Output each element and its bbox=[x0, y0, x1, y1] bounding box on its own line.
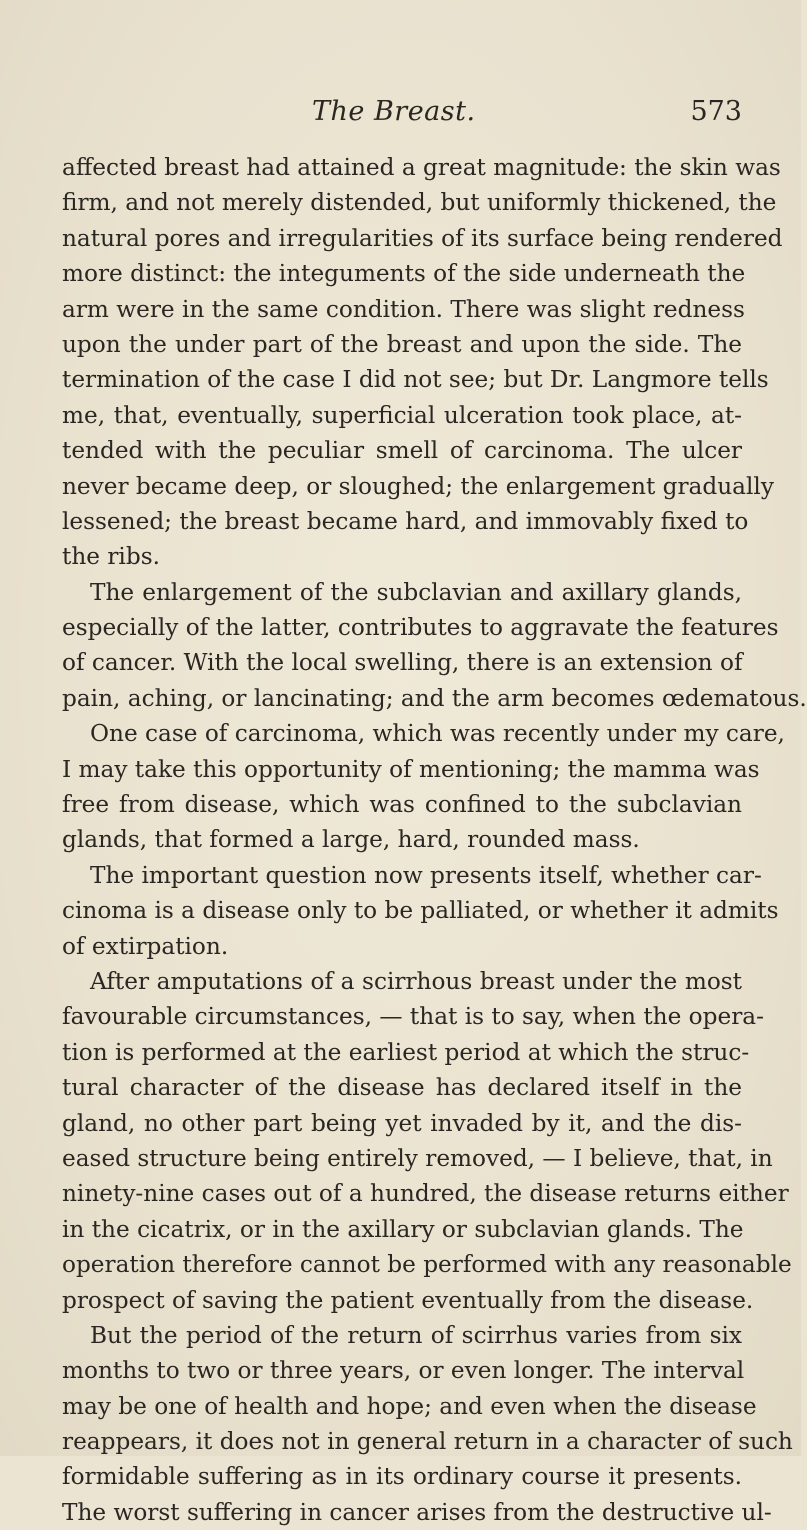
paragraph-start-line: The enlargement of the subclavian and axillary glands, bbox=[90, 578, 742, 606]
text-line: of extirpation. bbox=[62, 932, 229, 960]
text-line: natural pores and irregularities of its surface being rendered bbox=[62, 224, 783, 252]
text-line: pain, aching, or lancinating; and the arm becomes œdematous. bbox=[62, 684, 807, 712]
text-line: the ribs. bbox=[62, 543, 160, 571]
text-line: tion is performed at the earliest period at which the struc- bbox=[62, 1038, 750, 1066]
text-line: prospect of saving the patient eventually from the disease. bbox=[62, 1286, 754, 1314]
text-line: reappears, it does not in general return in a character of such bbox=[62, 1428, 793, 1456]
text-line: more distinct: the integuments of the side underneath the bbox=[62, 260, 746, 288]
text-line: free from disease, which was confined to the subclavian bbox=[62, 791, 742, 819]
text-line: me, that, eventually, superficial ulceration took place, at- bbox=[62, 401, 742, 429]
body-text bbox=[62, 150, 807, 1530]
text-line: eased structure being entirely removed, — I believe, that, in bbox=[62, 1144, 773, 1172]
text-line: tural character of the disease has declared itself in the bbox=[62, 1074, 742, 1102]
paragraph-start-line: After amputations of a scirrhous breast under the most bbox=[90, 967, 742, 995]
text-line: ninety-nine cases out of a hundred, the disease returns either bbox=[62, 1180, 789, 1208]
text-line: upon the under part of the breast and upon the side. The bbox=[62, 330, 742, 358]
paragraph-start-line: One case of carcinoma, which was recently under my care, bbox=[90, 720, 785, 748]
text-line: termination of the case I did not see; but Dr. Langmore tells bbox=[62, 366, 769, 394]
text-line: formidable suffering as in its ordinary course it presents. bbox=[62, 1463, 742, 1491]
text-line: in the cicatrix, or in the axillary or subclavian glands. The bbox=[62, 1215, 744, 1243]
text-line: favourable circumstances, — that is to say, when the opera- bbox=[62, 1003, 764, 1031]
text-line: months to two or three years, or even longer. The interval bbox=[62, 1357, 745, 1385]
page-number: 573 bbox=[690, 96, 742, 127]
text-line: firm, and not merely distended, but uniformly thickened, the bbox=[62, 189, 777, 217]
running-head bbox=[62, 96, 742, 136]
text-line: arm were in the same condition. There was slight redness bbox=[62, 295, 745, 323]
running-title: The Breast. bbox=[312, 96, 476, 127]
text-line: of cancer. With the local swelling, there is an extension of bbox=[62, 649, 743, 677]
text-line: never became deep, or sloughed; the enlargement gradually bbox=[62, 472, 774, 500]
text-line: cinoma is a disease only to be palliated, or whether it admits bbox=[62, 897, 779, 925]
paragraph-start-line: The important question now presents itself, whether car- bbox=[90, 861, 762, 889]
text-line: The worst suffering in cancer arises from the destructive ul- bbox=[62, 1498, 772, 1526]
text-line: affected breast had attained a great magnitude: the skin was bbox=[62, 154, 781, 181]
text-line: glands, that formed a large, hard, rounded mass. bbox=[62, 826, 640, 854]
text-line: tended with the peculiar smell of carcinoma. The ulcer bbox=[62, 437, 742, 465]
text-line: operation therefore cannot be performed with any reasonable bbox=[62, 1251, 792, 1279]
text-line: lessened; the breast became hard, and immovably fixed to bbox=[62, 507, 749, 535]
text-line: gland, no other part being yet invaded by it, and the dis- bbox=[62, 1109, 742, 1137]
text-line: I may take this opportunity of mentioning; the mamma was bbox=[62, 755, 760, 783]
text-line: especially of the latter, contributes to aggravate the features bbox=[62, 614, 779, 642]
text-line: may be one of health and hope; and even when the disease bbox=[62, 1392, 757, 1420]
paragraph-start-line: But the period of the return of scirrhus varies from six bbox=[90, 1321, 742, 1349]
